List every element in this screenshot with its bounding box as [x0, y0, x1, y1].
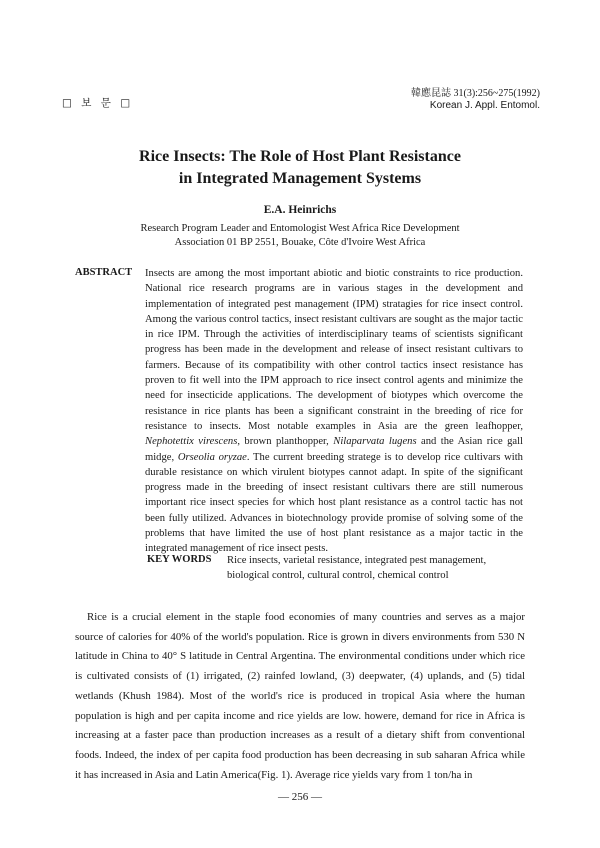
journal-name: Korean J. Appl. Entomol.	[429, 100, 540, 111]
author-name: E.A. Heinrichs	[263, 204, 337, 216]
abstract-text-part-4: . The current breeding stratege is to develop rice cultivars with durable resistance on which virulent biotypes cannot adapt. In spite of the significant progress made in the breeding of insect resistant cultivars there are still numerous important rice insect species for which host plant resistance as a control tactic has not been fully utilized. Advances in biotechnology provide promise of solving some of the problems that have limited the use of host plant resistance as a major tactic in the integrated management of rice insect pests.	[145, 451, 523, 555]
keywords-text: Rice insects, varietal resistance, integrated pest management, biological control, cultural control, chemical control	[227, 555, 487, 581]
keywords-label: KEY WORDS	[147, 554, 212, 565]
abstract-label: ABSTRACT	[75, 267, 133, 278]
species-name: Nephotettix virescens	[145, 436, 238, 448]
section-tag: □ 보 문 □	[62, 97, 134, 109]
species-name: Orseolia oryzae	[177, 451, 247, 463]
abstract-text-part-3: and the Asian rice gall midge,	[145, 436, 523, 463]
paper-title	[0, 146, 600, 190]
page-number: — 256 —	[278, 791, 322, 803]
author-affiliation	[0, 222, 600, 250]
journal-reference: 韓應昆誌 31(3):256~275(1992)	[410, 88, 540, 99]
affiliation-line-1: Research Program Leader and Entomologist West Africa Rice Development	[140, 223, 460, 234]
title-line-1: Rice Insects: The Role of Host Plant Resistance	[139, 148, 461, 165]
abstract-text	[145, 266, 523, 557]
species-name: Nilaparvata lugens	[333, 436, 417, 448]
title-line-2: in Integrated Management Systems	[178, 170, 422, 187]
abstract-text-part-2: , brown planthopper,	[237, 436, 334, 448]
journal-citation	[411, 88, 540, 112]
abstract-text-part-1: Insects are among the most important abiotic and biotic constraints to rice production. National rice research programs are in various stages in the development and implementation of integrated pest management (IPM) stratagies for rice insect control. Among the various control tactics, insect resistant cultivars are sought as the major tactic in rice IPM. Through the activities of interdisciplinary teams of scientists significant progress has been made in the development and release of insect resistant cultivars to farmers. Because of its compatibility with other control tactics insect resistance has proven to fit well into the IPM approach to rice insect control agents and minimize the need for insecticide applications. The development of biotypes which overcome the resistance in rice plants has been a significant constraint in the breeding of rice for resistance to insects. Most notable examples in Asia are the green leafhopper,	[145, 268, 523, 432]
affiliation-line-2: Association 01 BP 2551, Bouake, Côte d'Ivoire West Africa	[174, 237, 426, 248]
body-paragraph: Rice is a crucial element in the staple food economies of many countries and serves as a major source of calories for 40% of the world's population. Rice is grown in divers environments from 530 N latitude in China to 40° S latitude in Central Argentina. The environmental conditions under which rice is cultivated consists of (1) irrigated, (2) rainfed lowland, (3) deepwater, (4) uplands, and (5) tidal wetlands (Khush 1984). Most of the world's rice is produced in tropical Asia where the human population is high and per capita income and rice yields are low. howere, demand for rice in Africa is increasing at a faster pace than production increases as a result of a dietary shift from conventional foods. Indeed, the index of per capita food production has been decreasing in sub saharan Africa while it has increased in Asia and Latin America(Fig. 1). Average rice yields vary from 1 ton/ha in	[75, 611, 525, 781]
